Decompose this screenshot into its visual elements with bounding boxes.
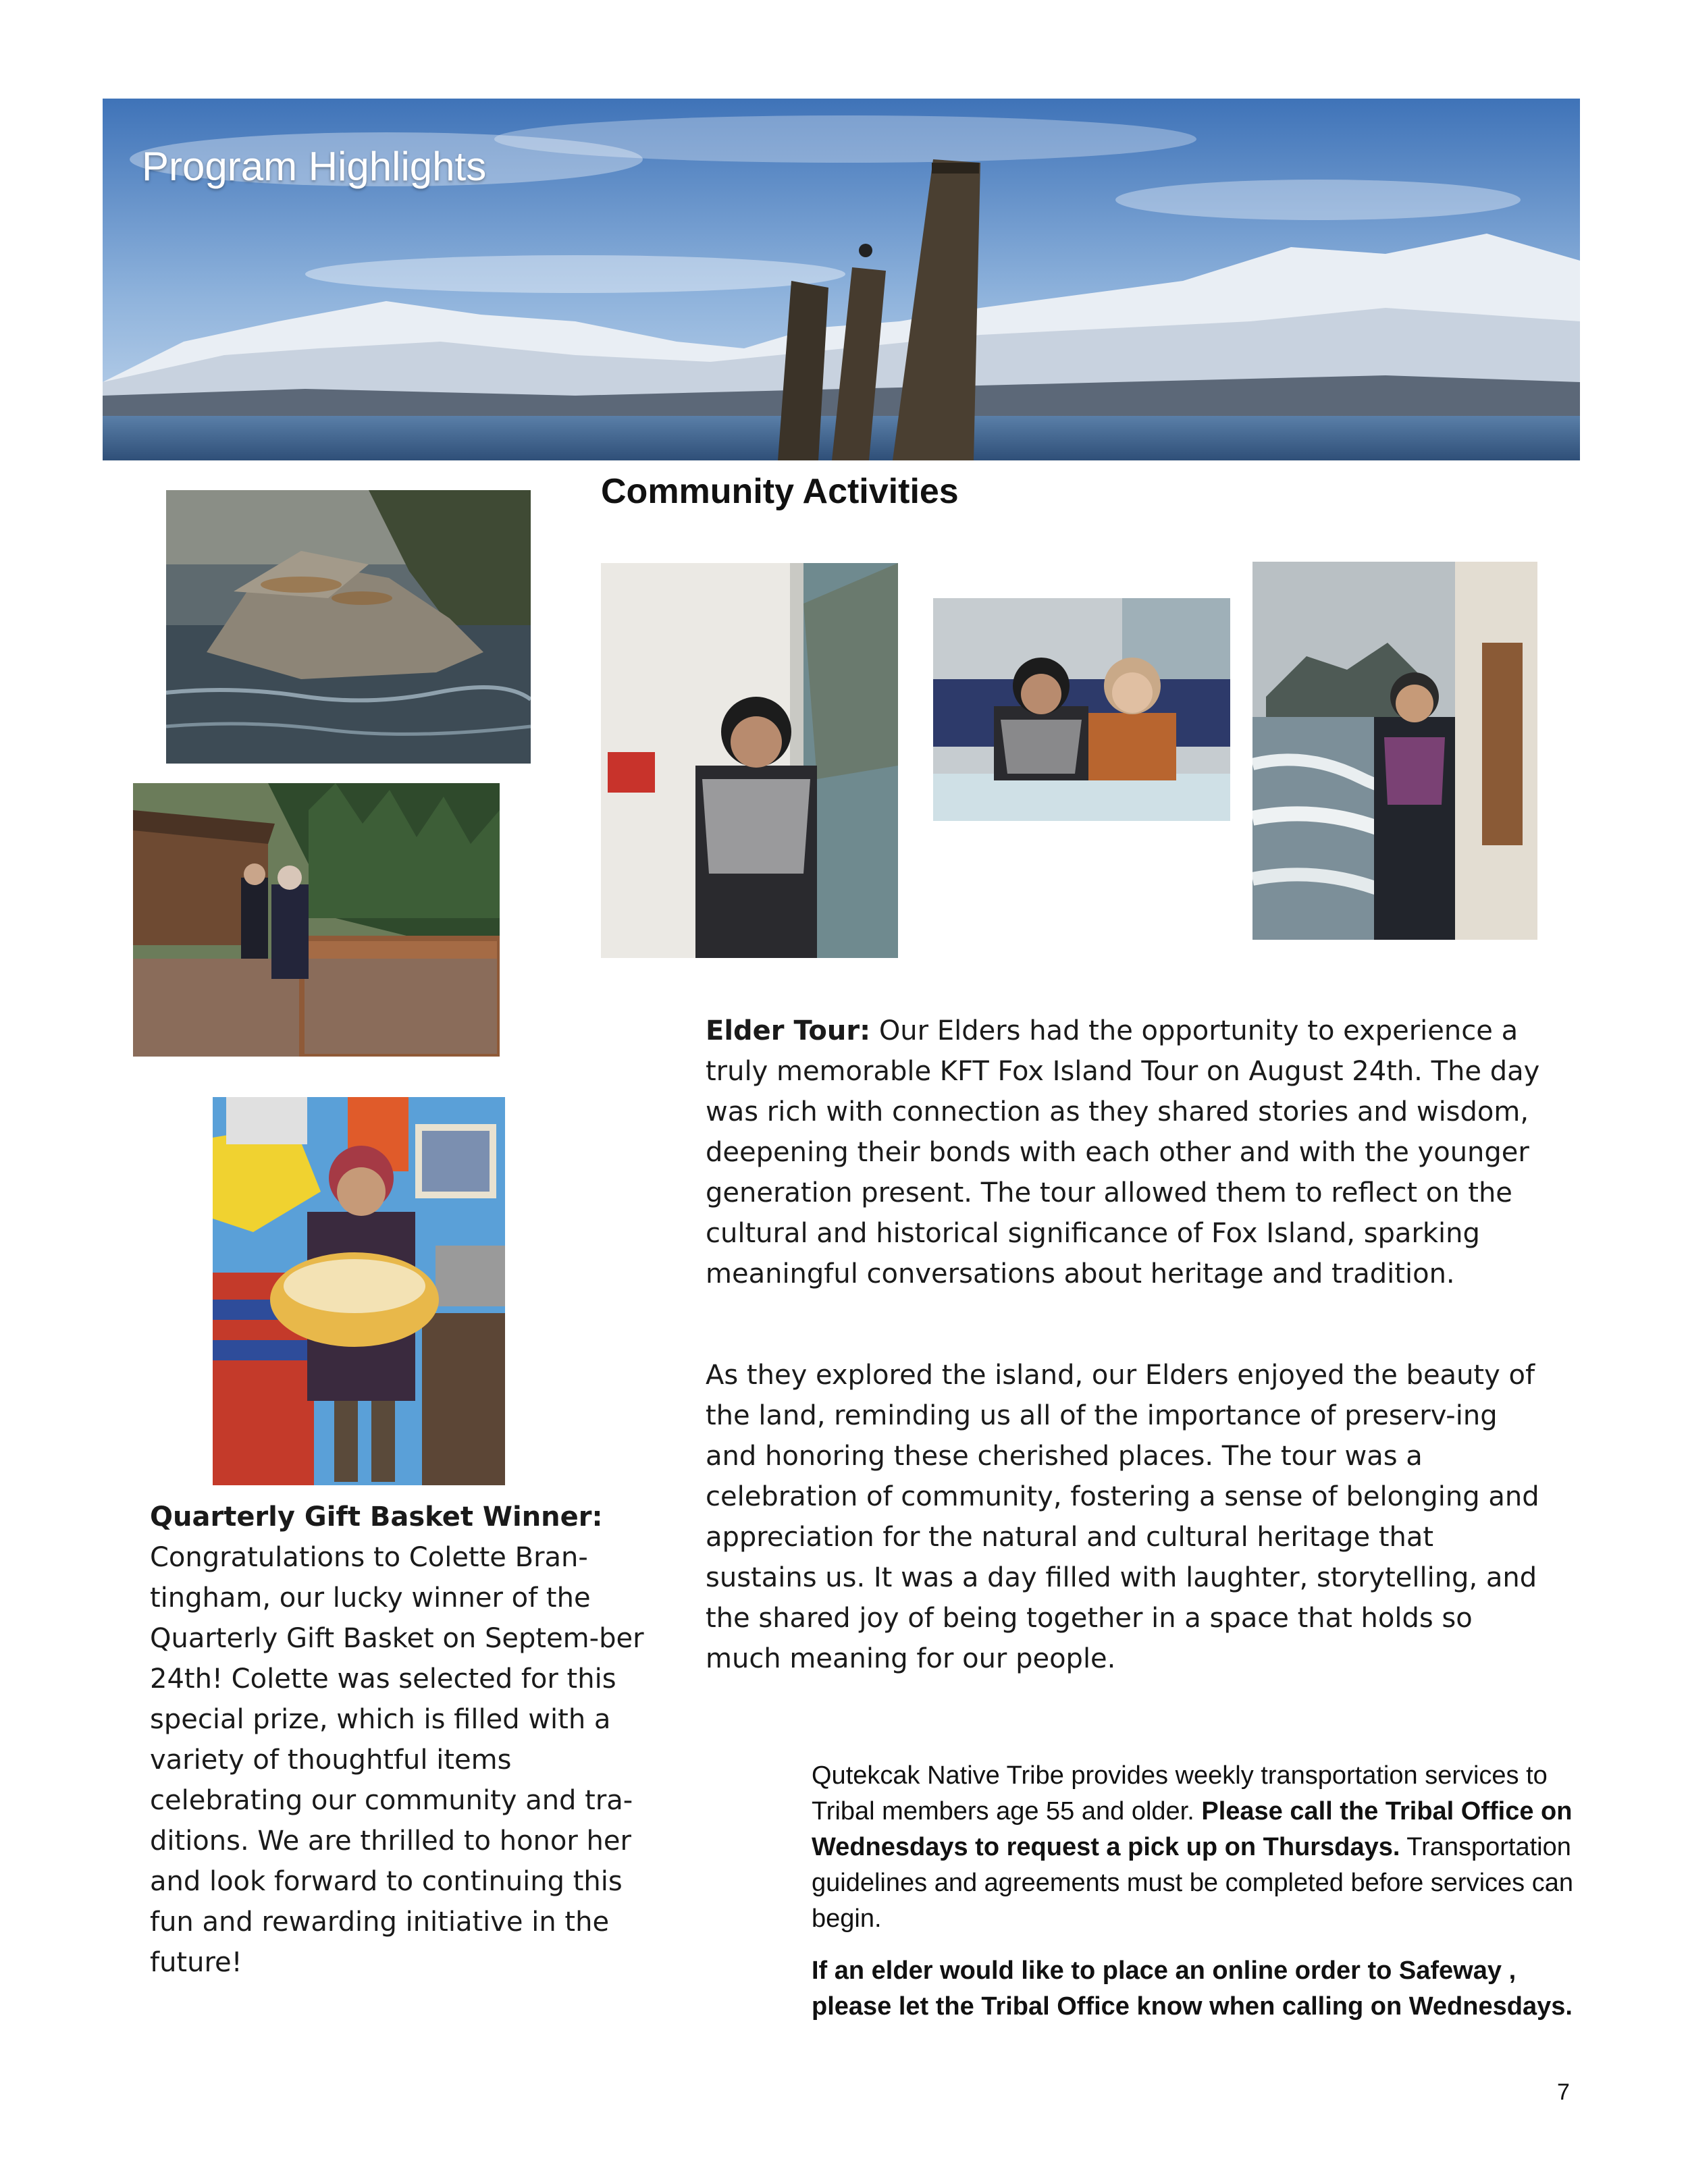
elder-tour-text-1: Our Elders had the opportunity to experience a truly memorable KFT Fox Island Tour on August 24th. The day was rich with connection as they shared stories and wisdom, deepening their bonds with each other and with the younger generation present. The tour allowed them to reflect on the cultural and historical significance of Fox Island, sparking meaningful conversations about heritage and tradition. xyxy=(706,1015,1540,1289)
elders-on-deck-photo xyxy=(133,783,500,1057)
gift-basket-label: Quarterly Gift Basket Winner: xyxy=(150,1501,603,1533)
gift-basket-text: Congratulations to Colette Bran-tingham, our lucky winner of the Quarterly Gift Basket on Septem-ber 24th! Colette was selected for this special prize, which is filled with a variety of thoughtful items celebrating our community and tra-ditions. We are thrilled to honor her and look forward to continuing this fun and rewarding initiative in the future! xyxy=(150,1542,644,1978)
transportation-call-instructions: Please call the Tribal Office on Wednesdays to request a pick up on Thursdays. xyxy=(812,1797,1573,1861)
transportation-intro: Qutekcak Native Tribe provides weekly transportation services to Tribal members age 55 and older. xyxy=(812,1761,1548,1826)
gift-basket-block xyxy=(150,1497,663,1983)
sea-lions-on-rock-photo xyxy=(166,490,531,764)
elder-tour-label: Elder Tour: xyxy=(706,1015,871,1046)
page-number: 7 xyxy=(1557,2079,1570,2105)
gift-basket-winner-photo xyxy=(213,1097,505,1485)
elder-on-boat-rail-photo xyxy=(601,563,898,958)
two-women-in-cabin-photo xyxy=(933,598,1230,821)
elder-tour-paragraph-1 xyxy=(706,1011,1543,1294)
transportation-guidelines: Transportation guidelines and agreements must be completed before services can begin. xyxy=(812,1833,1573,1933)
elder-tour-paragraph-2: As they explored the island, our Elders enjoyed the beauty of the land, reminding us all of the importance of preserv-ing and honoring these cherished places. The tour was a celebration of community, fostering a sense of belonging and appreciation for the natural and cultural heritage that sustains us. It was a day filled with laughter, storytelling, and the shared joy of being together in a space that holds so much meaning for our people. xyxy=(706,1360,1539,1674)
section-heading: Community Activities xyxy=(601,472,959,511)
transportation-notice xyxy=(812,1758,1588,2025)
transportation-paragraph xyxy=(812,1758,1588,1937)
woman-on-stern-photo xyxy=(1252,562,1537,940)
safeway-order-instructions: If an elder would like to place an online order to Safeway , please let the Tribal Office know when calling on Wednesdays. xyxy=(812,1956,1573,2021)
banner-title: Program Highlights xyxy=(142,144,487,189)
